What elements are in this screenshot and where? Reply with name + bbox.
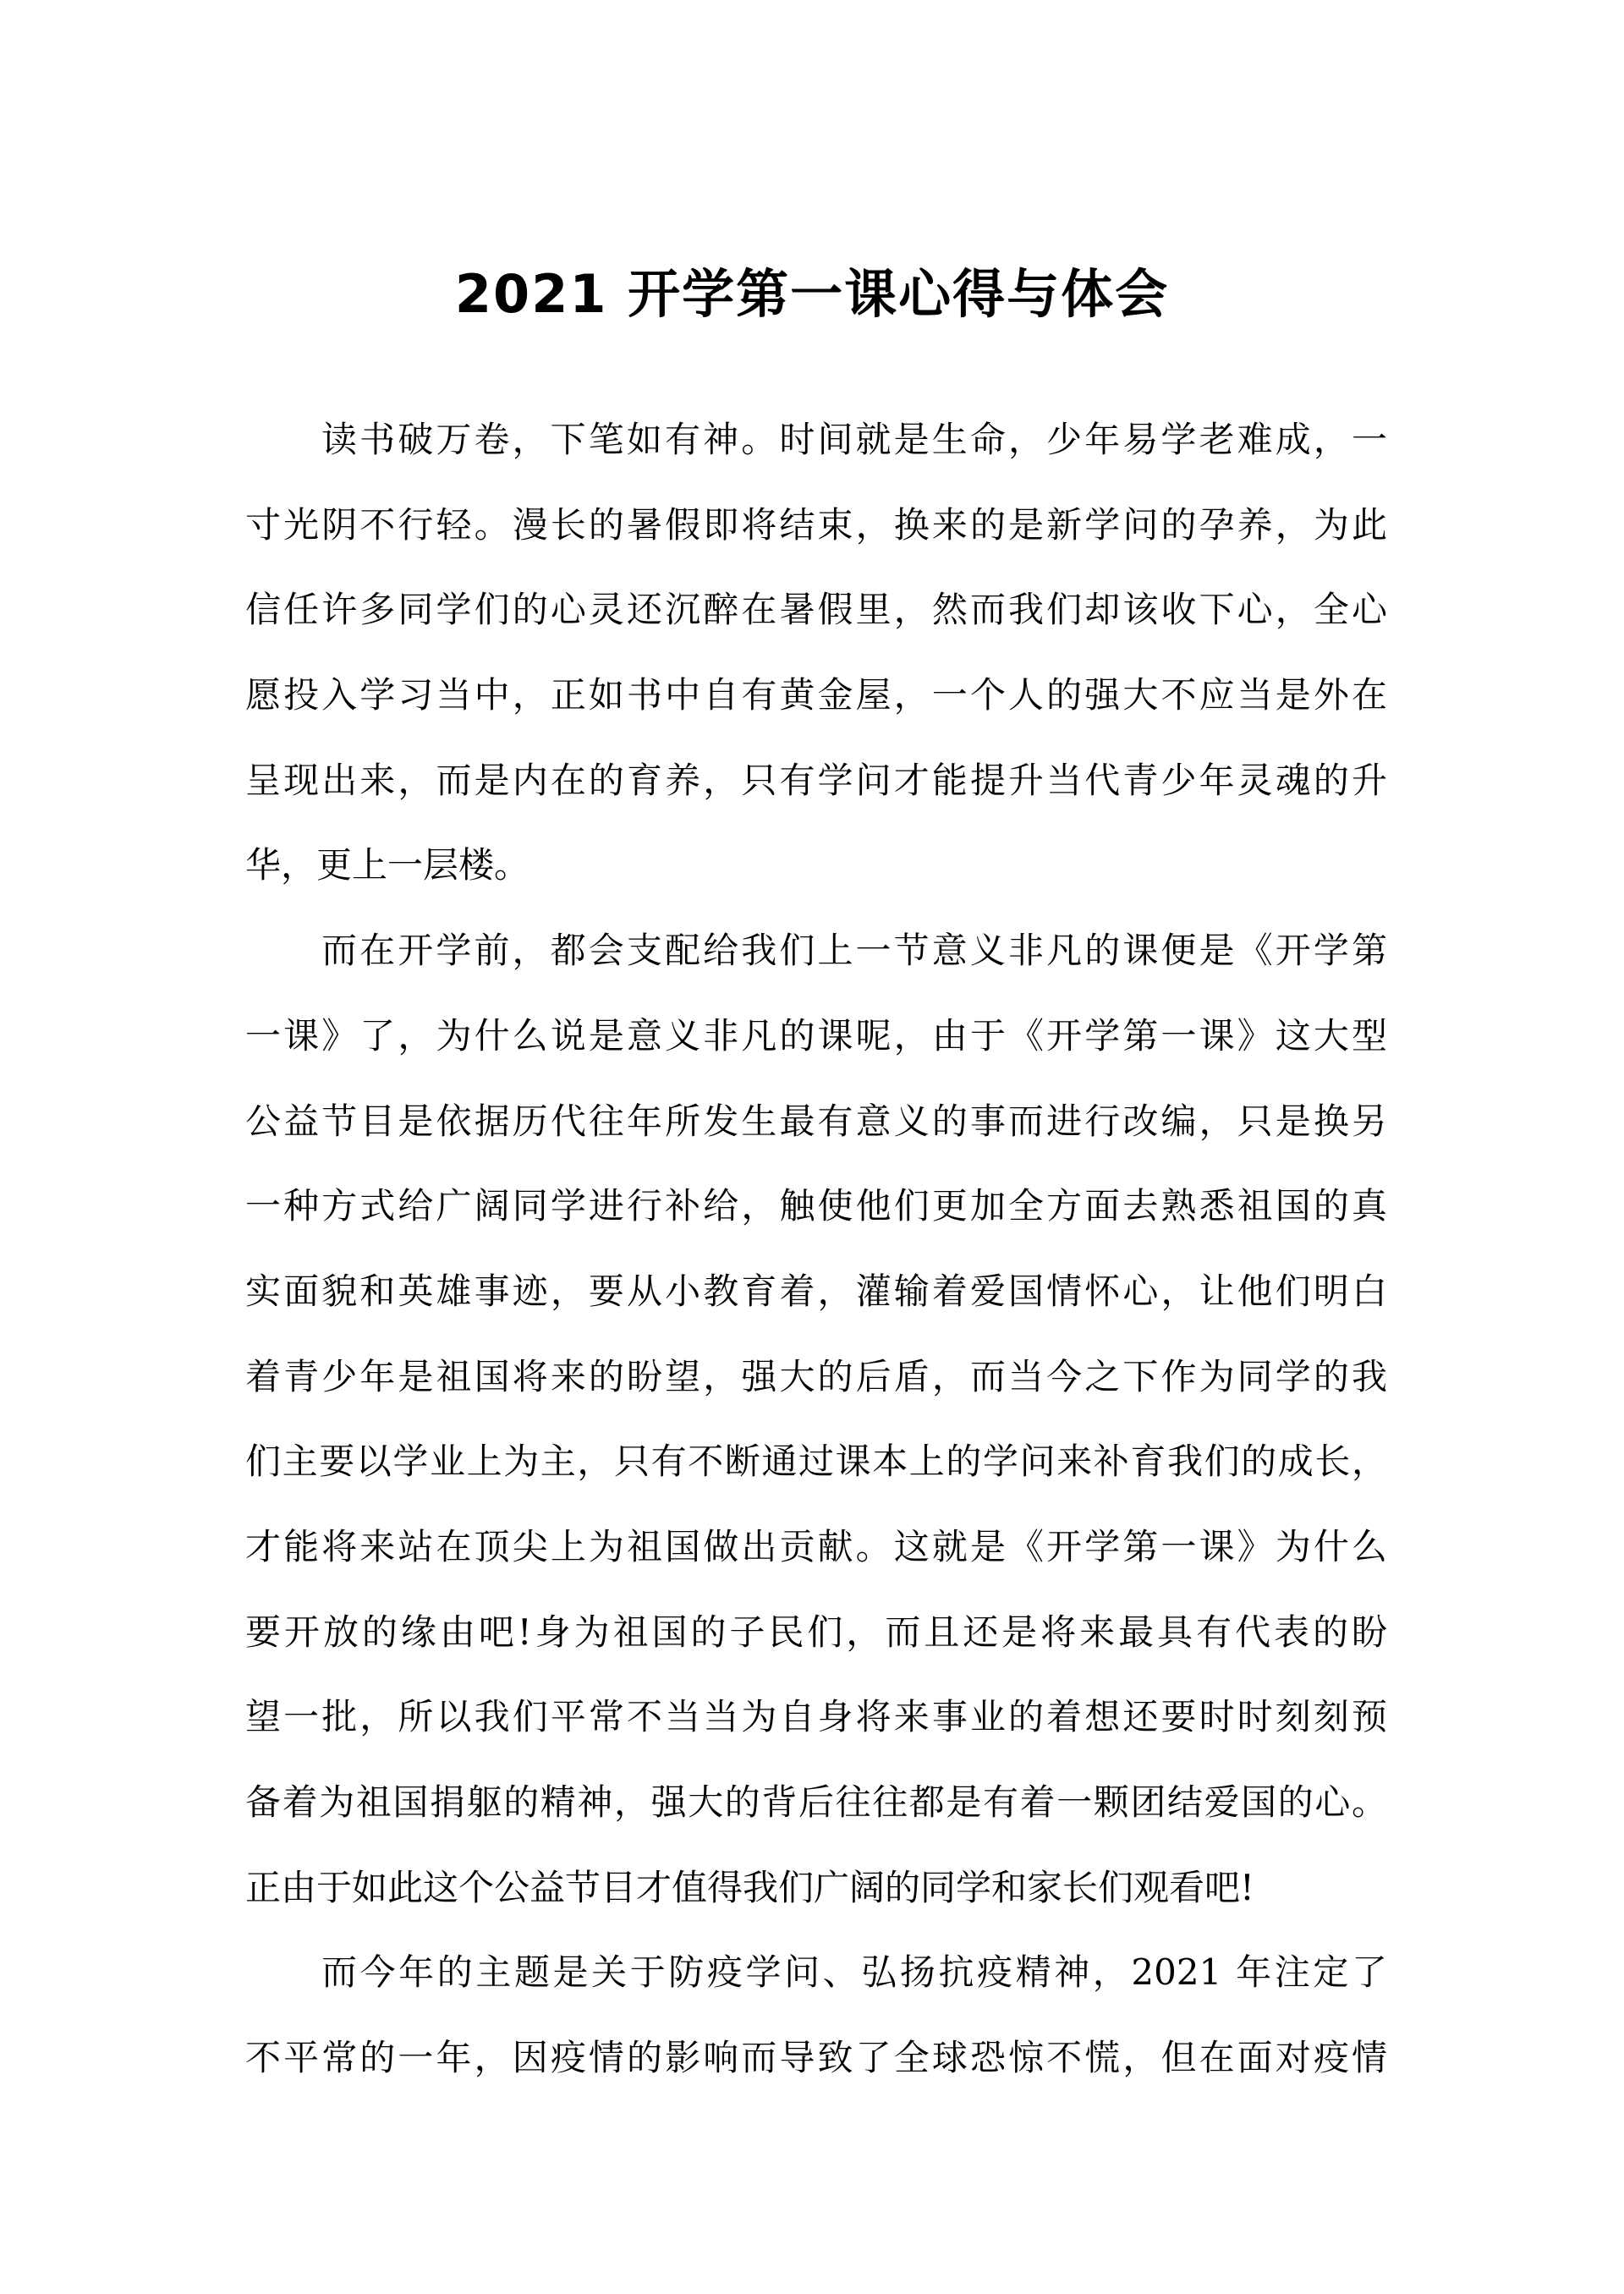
text-line: 而今年的主题是关于防疫学问、弘扬抗疫精神，2021 年注定了 [321, 1951, 1387, 1994]
text-line: 备着为祖国捐躯的精神，强大的背后往往都是有着一颗团结爱国的心。 [245, 1781, 1387, 1823]
text-line: 望一批，所以我们平常不当当为自身将来事业的着想还要时时刻刻预 [245, 1696, 1387, 1738]
text-line: 着青少年是祖国将来的盼望，强大的后盾，而当今之下作为同学的我 [245, 1355, 1387, 1397]
text-line: 信任许多同学们的心灵还沉醉在暑假里，然而我们却该收下心，全心 [245, 589, 1387, 631]
text-line: 华，更上一层楼。 [245, 844, 530, 886]
document-title: 2021 开学第一课心得与体会 [454, 263, 1170, 325]
document-body [245, 398, 1387, 2101]
text-line: 愿投入学习当中，正如书中自有黄金屋，一个人的强大不应当是外在 [245, 674, 1387, 716]
text-line: 们主要以学业上为主，只有不断通过课本上的学问来补育我们的成长， [245, 1441, 1387, 1483]
text-line: 实面貌和英雄事迹，要从小教育着，灌输着爱国情怀心，让他们明白 [245, 1270, 1387, 1312]
text-line: 寸光阴不行轻。漫长的暑假即将结束，换来的是新学问的孕养，为此 [245, 503, 1387, 546]
text-line: 公益节目是依据历代往年所发生最有意义的事而进行改编，只是换另 [245, 1100, 1387, 1142]
text-line: 不平常的一年，因疫情的影响而导致了全球恐惊不慌，但在面对疫情 [245, 2037, 1387, 2079]
text-line: 而在开学前，都会支配给我们上一节意义非凡的课便是《开学第 [321, 930, 1387, 972]
text-line: 读书破万卷，下笔如有神。时间就是生命，少年易学老难成，一 [321, 419, 1387, 460]
text-line: 要开放的缘由吧!身为祖国的子民们，而且还是将来最具有代表的盼 [245, 1611, 1387, 1653]
text-line: 一种方式给广阔同学进行补给，触使他们更加全方面去熟悉祖国的真 [245, 1185, 1387, 1227]
text-line: 正由于如此这个公益节目才值得我们广阔的同学和家长们观看吧! [245, 1866, 1254, 1908]
text-line: 才能将来站在顶尖上为祖国做出贡献。这就是《开学第一课》为什么 [245, 1525, 1387, 1567]
text-line: 呈现出来，而是内在的育养，只有学问才能提升当代青少年灵魂的升 [245, 759, 1387, 801]
text-line: 一课》了，为什么说是意义非凡的课呢，由于《开学第一课》这大型 [245, 1014, 1387, 1056]
